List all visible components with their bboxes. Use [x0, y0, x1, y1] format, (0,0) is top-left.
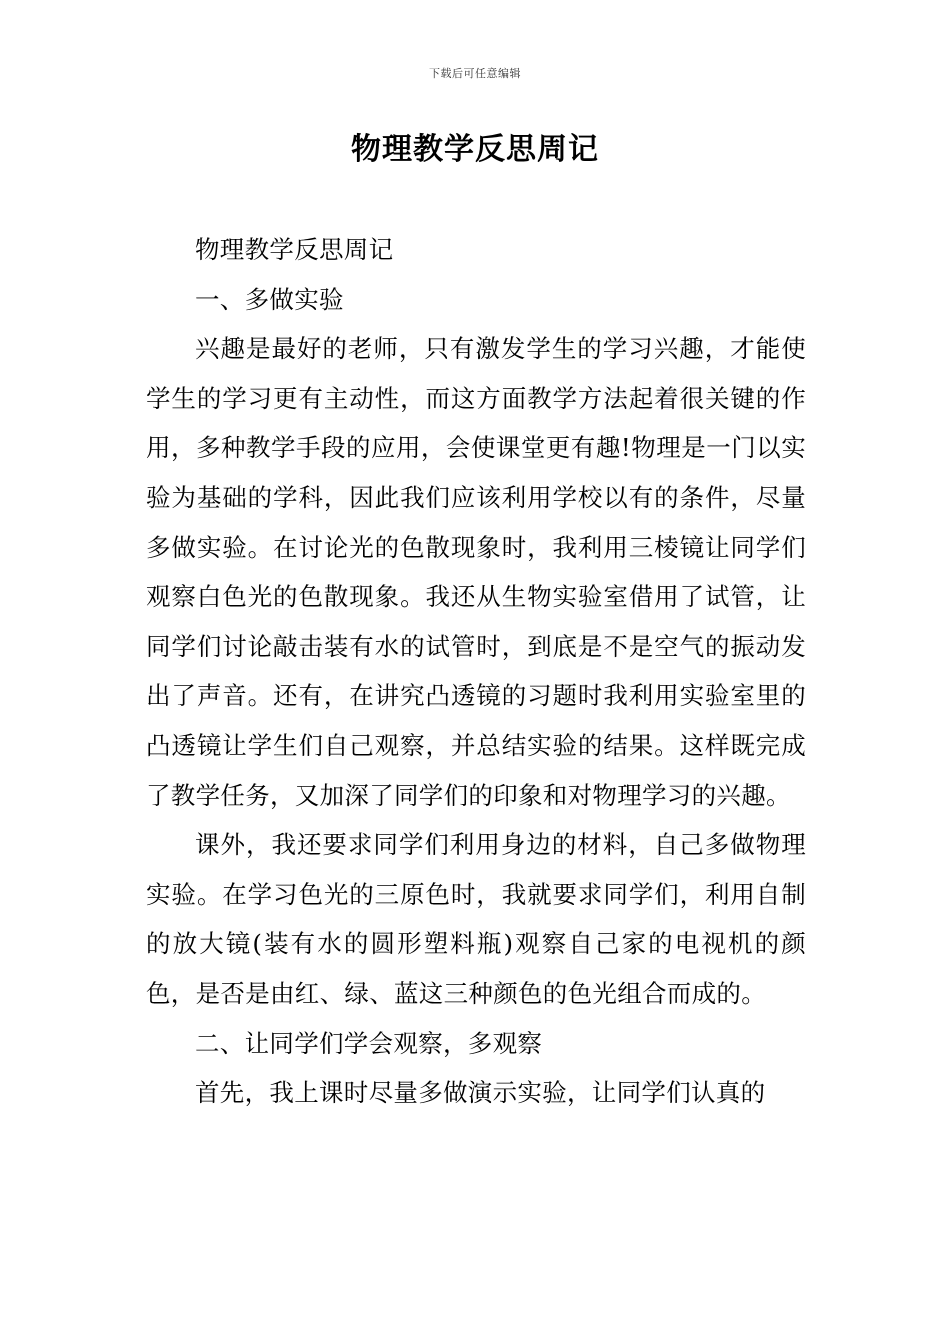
paragraph: 首先，我上课时尽量多做演示实验，让同学们认真的	[195, 1078, 766, 1108]
section-heading-2: 二、让同学们学会观察，多观察	[195, 1028, 543, 1058]
document-body	[146, 225, 806, 1118]
paragraph-subtitle: 物理教学反思周记	[195, 235, 394, 264]
paragraph: 兴趣是最好的老师，只有激发学生的学习兴趣，才能使学生的学习更有主动性，而这方面教学方法起着很关键的作用，多种教学手段的应用，会使课堂更有趣!物理是一门以实验为基础的学科，因此我们应该利用学校以有的条件，尽量多做实验。在讨论光的色散现象时，我利用三棱镜让同学们观察白色光的色散现象。我还从生物实验室借用了试管，让同学们讨论敲击装有水的试管时，到底是不是空气的振动发出了声音。还有，在讲究凸透镜的习题时我利用实验室里的凸透镜让学生们自己观察，并总结实验的结果。这样既完成了教学任务，又加深了同学们的印象和对物理学习的兴趣。	[146, 334, 806, 810]
section-heading-1: 一、多做实验	[195, 284, 344, 314]
paragraph: 课外，我还要求同学们利用身边的材料，自己多做物理实验。在学习色光的三原色时，我就要求同学们，利用自制的放大镜(装有水的圆形塑料瓶)观察自己家的电视机的颜色，是否是由红、绿、蓝这三种颜色的色光组合而成的。	[146, 830, 806, 1008]
page-header-note: 下载后可任意编辑	[429, 67, 521, 80]
document-title: 物理教学反思周记	[351, 132, 599, 167]
